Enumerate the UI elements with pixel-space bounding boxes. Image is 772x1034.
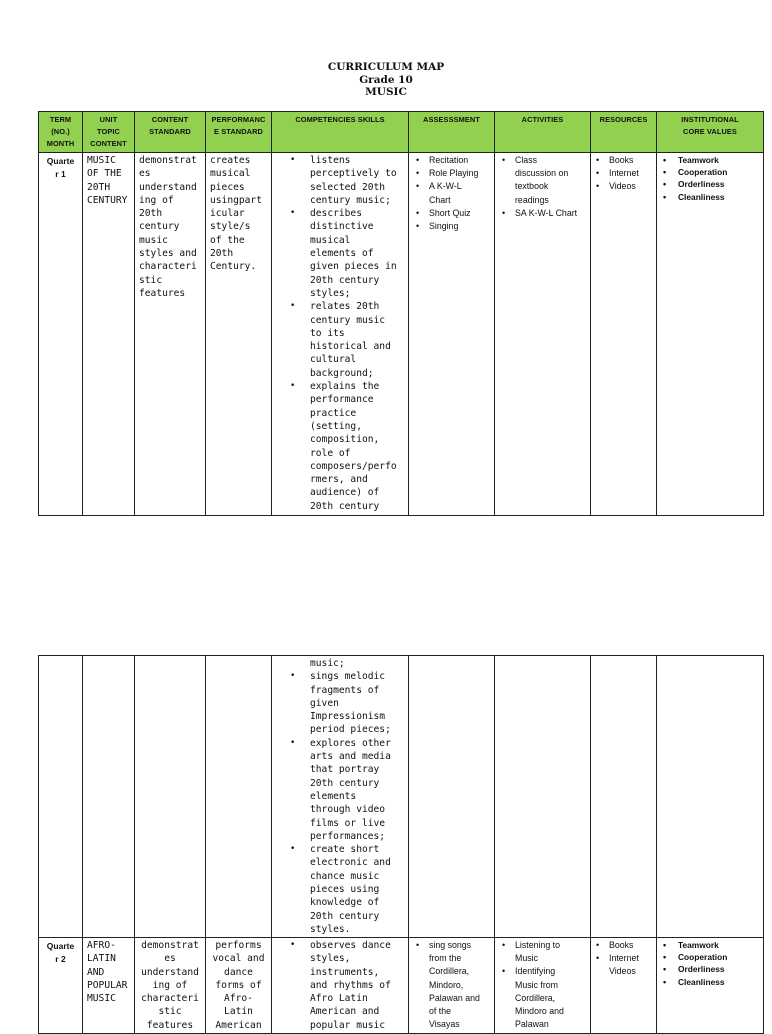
performance-standard-cell: creates musical pieces usingpart icular style/s of the 20th Century. (206, 153, 272, 516)
competencies-cell (272, 153, 409, 516)
quarter2-row (39, 938, 764, 1034)
core-value-item: • Cooperation (657, 951, 761, 963)
title-curriculum-map: CURRICULUM MAP (327, 61, 445, 73)
unit-topic-cell: AFRO- LATIN AND POPULAR MUSIC (83, 938, 135, 1034)
assessment-cell-empty (409, 656, 495, 938)
competencies-cell (272, 938, 409, 1034)
activity-item: • Listening to Music (495, 939, 588, 965)
assessment-item: • sing songs from the Cordillera, Mindoro, Palawan and of the Visayas (409, 939, 492, 1031)
quarter1-continuation-row (39, 656, 764, 938)
core-values-cell-empty (657, 656, 764, 938)
activities-cell (495, 153, 591, 516)
core-values-cell (657, 938, 764, 1034)
competency-item: • explains the performance practice (setting, composition, role of composers/perfo rmers, and audience) of 20th century (272, 380, 406, 513)
header-row (39, 112, 764, 153)
assessment-item: • Recitation (409, 154, 492, 167)
resource-item: • Internet Videos (591, 952, 654, 978)
assessment-item: • A K-W-L Chart (409, 180, 492, 206)
competencies-list-continued (272, 657, 406, 936)
competency-item: • create short electronic and chance music pieces using knowledge of 20th century styles. (272, 843, 406, 936)
competency-item: • sings melodic fragments of given Impressionism period pieces; (272, 670, 406, 736)
activities-list (495, 939, 588, 1031)
quarter1-row (39, 153, 764, 516)
competencies-list (272, 939, 406, 1032)
resource-item: • Videos (591, 180, 654, 193)
activity-item: • Identifying Music from Cordillera, Mindoro and Palawan (495, 965, 588, 1031)
header-core-values: INSTITUTIONAL CORE VALUES (657, 112, 764, 153)
activities-cell (495, 938, 591, 1034)
core-values-cell (657, 153, 764, 516)
activity-item: • Class discussion on textbook readings (495, 154, 588, 207)
core-value-item: • Cooperation (657, 166, 761, 178)
document-title (0, 61, 772, 99)
competency-continuation: music; (310, 658, 345, 669)
header-assessment: ASSESSSMENT (409, 112, 495, 153)
term-cell: Quarte r 2 (39, 938, 83, 1034)
activities-list (495, 154, 588, 220)
term-cell: Quarte r 1 (39, 153, 83, 516)
competency-item: • listens perceptively to selected 20th century music; (272, 154, 406, 207)
resource-item: • Books (591, 154, 654, 167)
header-performance-standard: PERFORMANC E STANDARD (206, 112, 272, 153)
resource-item: • Books (591, 939, 654, 952)
assessment-item: • Role Playing (409, 167, 492, 180)
header-term: TERM (NO.) MONTH (39, 112, 83, 153)
assessment-cell (409, 938, 495, 1034)
resource-item: • Internet (591, 167, 654, 180)
assessment-list (409, 939, 492, 1031)
resources-cell (591, 938, 657, 1034)
competencies-list (272, 154, 406, 513)
activities-cell-empty (495, 656, 591, 938)
header-competencies: COMPETENCIES SKILLS (272, 112, 409, 153)
unit-topic-cell: MUSIC OF THE 20TH CENTURY (83, 153, 135, 516)
header-unit-topic: UNIT TOPIC CONTENT (83, 112, 135, 153)
header-activities: ACTIVITIES (495, 112, 591, 153)
competencies-cell-continued (272, 656, 409, 938)
resources-cell-empty (591, 656, 657, 938)
resources-cell (591, 153, 657, 516)
resources-list (591, 939, 654, 979)
core-value-item: • Orderliness (657, 178, 761, 190)
core-value-item: • Cleanliness (657, 976, 761, 988)
curriculum-table-page1 (38, 111, 764, 516)
competency-item: • describes distinctive musical elements of given pieces in 20th century styles; (272, 207, 406, 300)
assessment-item: • Singing (409, 220, 492, 233)
core-value-item: • Teamwork (657, 154, 761, 166)
assessment-item: • Short Quiz (409, 207, 492, 220)
activity-item: • SA K-W-L Chart (495, 207, 588, 220)
competency-item: • explores other arts and media that portray 20th century elements through video films or live performances; (272, 737, 406, 843)
competency-item: • observes dance styles, instruments, and rhythms of Afro Latin American and popular music (272, 939, 406, 1032)
title-grade: Grade 10 (359, 73, 413, 86)
term-cell-empty (39, 656, 83, 938)
core-values-list (657, 939, 761, 988)
unit-topic-cell-empty (83, 656, 135, 938)
performance-standard-cell-empty (206, 656, 272, 938)
competency-item: • relates 20th century music to its historical and cultural background; (272, 300, 406, 380)
title-subject: MUSIC (365, 86, 407, 98)
assessment-list (409, 154, 492, 233)
assessment-cell (409, 153, 495, 516)
header-content-standard: CONTENT STANDARD (135, 112, 206, 153)
core-value-item: • Orderliness (657, 963, 761, 975)
content-standard-cell: demonstrat es understand ing of characteri stic features (135, 938, 206, 1034)
core-value-item: • Teamwork (657, 939, 761, 951)
core-values-list (657, 154, 761, 203)
performance-standard-cell: performs vocal and dance forms of Afro- Latin American (206, 938, 272, 1034)
header-resources: RESOURCES (591, 112, 657, 153)
resources-list (591, 154, 654, 194)
curriculum-table-page2 (38, 655, 764, 1034)
core-value-item: • Cleanliness (657, 191, 761, 203)
content-standard-cell: demonstrat es understand ing of 20th century music styles and characteri stic features (135, 153, 206, 516)
content-standard-cell-empty (135, 656, 206, 938)
